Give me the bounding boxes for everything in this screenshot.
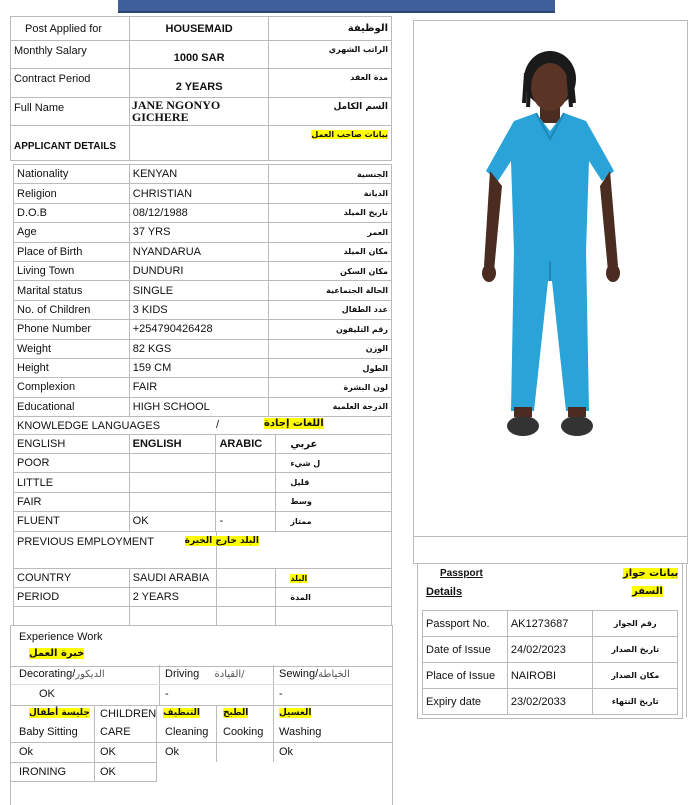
country-label: COUNTRY (14, 569, 130, 588)
cleaning-label: Cleaning (165, 726, 209, 738)
detail-value: 37 YRS (129, 223, 269, 242)
detail-ar: لون البشرة (269, 378, 392, 397)
passport-title2: Details (426, 586, 463, 598)
language-level: FLUENT (14, 512, 130, 531)
country-ar: البلد (290, 573, 308, 583)
passport-table (422, 610, 678, 715)
period-label: PERIOD (14, 588, 130, 607)
language-ar: قليل (276, 473, 392, 492)
driving-label: Driving (165, 668, 200, 680)
passport-row (423, 663, 678, 689)
sewing-value: - (279, 688, 283, 700)
header-bar (118, 0, 555, 13)
detail-row (14, 358, 392, 377)
cooking-label: Cooking (223, 726, 264, 738)
decorating-ar: الديكور (75, 669, 105, 680)
washing-label: Washing (279, 726, 322, 738)
lang-header-label: ENGLISH (14, 435, 130, 454)
passport-row (423, 689, 678, 715)
baby-label: Baby Sitting (19, 726, 78, 738)
detail-value: CHRISTIAN (129, 184, 269, 203)
detail-label: Complexion (14, 378, 130, 397)
passport-ar2: السفر (632, 586, 663, 597)
detail-row (14, 281, 392, 300)
passport-label: Expiry date (423, 689, 508, 715)
language-arabic (216, 473, 276, 492)
sewing-ar: الخياطة (318, 669, 350, 680)
passport-row (423, 637, 678, 663)
period-value: 2 YEARS (129, 588, 216, 607)
photo-caption-box (413, 535, 688, 564)
detail-label: No. of Children (14, 300, 130, 319)
detail-ar: مكان السكن (269, 261, 392, 280)
passport-section (417, 563, 683, 719)
name-ar: السم الكامل (269, 98, 392, 126)
languages-title: KNOWLEDGE LANGUAGES (17, 419, 161, 432)
washing-value: Ok (279, 746, 294, 758)
post-value: HOUSEMAID (129, 17, 269, 41)
passport-ar: رقم الجواز (593, 611, 678, 637)
languages-table (13, 416, 392, 532)
language-ar: ممتاز (276, 512, 392, 531)
washing-ar: الغسيل (279, 708, 312, 718)
language-level: POOR (14, 454, 130, 473)
detail-value: SINGLE (129, 281, 269, 300)
detail-label: Nationality (14, 165, 130, 184)
salary-value: 1000 SAR (129, 41, 269, 69)
language-arabic (216, 492, 276, 511)
detail-ar: رقم التليفون (269, 320, 392, 339)
passport-ar: تاريخ النتهاء (593, 689, 678, 715)
details-table (13, 164, 392, 417)
detail-ar: الوزن (269, 339, 392, 358)
lang-header-arabic: ARABIC (216, 435, 276, 454)
driving-value: - (165, 688, 169, 700)
detail-ar: الدرجة العلمية (269, 397, 392, 416)
cooking-ar: الطبخ (223, 708, 249, 718)
detail-value: 82 KGS (129, 339, 269, 358)
cleaning-value: Ok (165, 746, 180, 758)
detail-row (14, 339, 392, 358)
language-english (129, 492, 216, 511)
employment-ar-title: البلد خارج الخبرة (184, 536, 260, 546)
experience-title: Experience Work (19, 631, 103, 643)
children-label1: CHILDREN (100, 708, 157, 720)
passport-value: AK1273687 (507, 611, 593, 637)
detail-label: Educational (14, 397, 130, 416)
passport-ar: تاريخ الصدار (593, 637, 678, 663)
passport-value: NAIROBI (507, 663, 593, 689)
language-level: FAIR (14, 492, 130, 511)
detail-value: 08/12/1988 (129, 203, 269, 222)
passport-value: 24/02/2023 (507, 637, 593, 663)
applicant-label: APPLICANT DETAILS (11, 126, 130, 161)
language-row (14, 473, 392, 492)
passport-title1: Passport (440, 568, 483, 579)
detail-label: Living Town (14, 261, 130, 280)
country-value: SAUDI ARABIA (129, 569, 216, 588)
detail-value: +254790426428 (129, 320, 269, 339)
applicant-photo (414, 21, 687, 536)
language-row (14, 454, 392, 473)
lang-header-ar: عربي (276, 435, 392, 454)
name-value: JANE NGONYO GICHERE (131, 98, 221, 124)
detail-ar: الديانة (269, 184, 392, 203)
decorating-label: Decorating/ (19, 668, 76, 680)
detail-ar: تاريخ الميلد (269, 203, 392, 222)
passport-ar: مكان الصدار (593, 663, 678, 689)
experience-section (10, 625, 393, 805)
decorating-value: OK (39, 688, 55, 700)
detail-row (14, 320, 392, 339)
baby-ar: جليسة أطفال (29, 708, 90, 718)
contract-label: Contract Period (11, 69, 130, 98)
detail-value: DUNDURI (129, 261, 269, 280)
detail-label: Height (14, 358, 130, 377)
detail-label: Phone Number (14, 320, 130, 339)
language-english: OK (129, 512, 216, 531)
detail-row (14, 223, 392, 242)
language-row (14, 492, 392, 511)
passport-row (423, 611, 678, 637)
contract-value: 2 YEARS (129, 69, 269, 98)
language-english (129, 454, 216, 473)
languages-ar-title: اللغات إجادة (264, 418, 324, 429)
contract-ar: مدة العقد (269, 69, 392, 98)
post-ar: الوظيفة (269, 17, 392, 41)
detail-row (14, 397, 392, 416)
salary-ar: الراتب الشهري (269, 41, 392, 69)
detail-label: Weight (14, 339, 130, 358)
passport-label: Passport No. (423, 611, 508, 637)
language-arabic: - (216, 512, 276, 531)
detail-label: Age (14, 223, 130, 242)
header-table (10, 16, 392, 161)
detail-label: Religion (14, 184, 130, 203)
employment-title: PREVIOUS EMPLOYMENT (14, 532, 217, 569)
language-level: LITTLE (14, 473, 130, 492)
detail-value: 3 KIDS (129, 300, 269, 319)
detail-label: D.O.B (14, 203, 130, 222)
detail-value: KENYAN (129, 165, 269, 184)
salary-label: Monthly Salary (11, 41, 130, 69)
experience-ar-title: خبرة العمل (29, 648, 85, 659)
languages-slash: / (216, 419, 220, 431)
applicant-ar: بيانات صاحب العمل (311, 130, 388, 139)
photo-frame (413, 20, 688, 537)
baby-value: Ok (19, 746, 34, 758)
detail-ar: الحالة الجتماعية (269, 281, 392, 300)
children-label2: CARE (100, 726, 131, 738)
period-ar: المدة (276, 588, 392, 607)
detail-label: Place of Birth (14, 242, 130, 261)
detail-row (14, 378, 392, 397)
name-label: Full Name (11, 98, 130, 126)
language-arabic (216, 454, 276, 473)
detail-ar: العمر (269, 223, 392, 242)
detail-ar: عدد الطفال (269, 300, 392, 319)
ironing-label: IRONING (19, 766, 67, 778)
detail-value: NYANDARUA (129, 242, 269, 261)
detail-row (14, 165, 392, 184)
cleaning-ar: التنظيف (163, 708, 200, 718)
detail-value: FAIR (129, 378, 269, 397)
language-ar: وسط (276, 492, 392, 511)
language-english (129, 473, 216, 492)
lang-header-english: ENGLISH (129, 435, 216, 454)
passport-right-border (686, 563, 687, 717)
language-ar: ل شيء (276, 454, 392, 473)
detail-ar: الجنسية (269, 165, 392, 184)
detail-row (14, 300, 392, 319)
passport-label: Place of Issue (423, 663, 508, 689)
detail-ar: الطول (269, 358, 392, 377)
passport-label: Date of Issue (423, 637, 508, 663)
ironing-value: OK (100, 766, 116, 778)
detail-row (14, 184, 392, 203)
children-value: OK (100, 746, 116, 758)
passport-ar1: بيانات جواز (623, 568, 679, 579)
detail-label: Marital status (14, 281, 130, 300)
detail-ar: مكان الميلد (269, 242, 392, 261)
post-label: Post Applied for (11, 17, 130, 41)
detail-row (14, 242, 392, 261)
sewing-label: Sewing/ (279, 668, 319, 680)
detail-row (14, 203, 392, 222)
language-row (14, 512, 392, 531)
detail-value: 159 CM (129, 358, 269, 377)
driving-ar: القيادة/ (214, 669, 245, 680)
passport-value: 23/02/2033 (507, 689, 593, 715)
employment-table (13, 531, 392, 626)
detail-value: HIGH SCHOOL (129, 397, 269, 416)
detail-row (14, 261, 392, 280)
